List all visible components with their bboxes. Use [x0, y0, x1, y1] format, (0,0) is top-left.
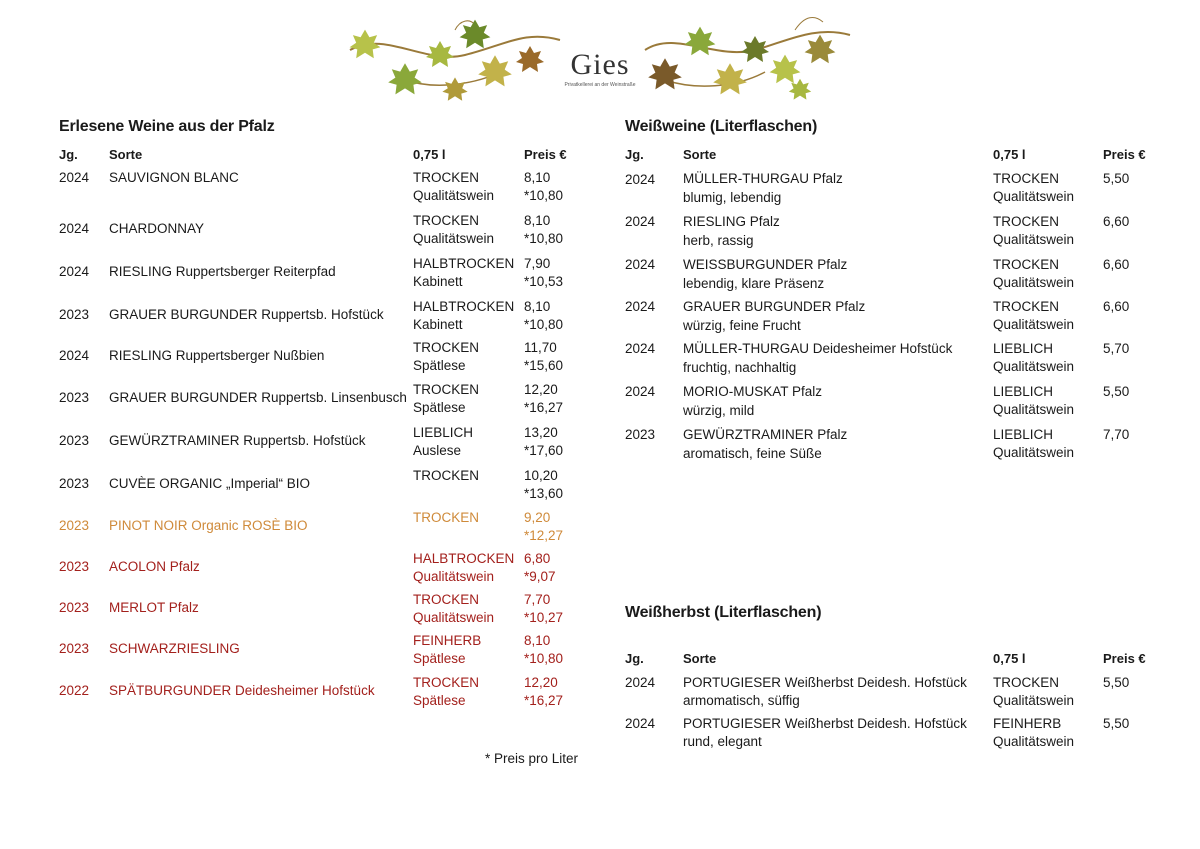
wine-taste: LIEBLICH — [993, 341, 1054, 356]
wine-taste: TROCKEN — [993, 214, 1060, 229]
wine-variety: MÜLLER-THURGAU Pfalz — [683, 171, 843, 186]
wine-taste: LIEBLICH — [993, 427, 1054, 442]
wine-year: 2024 — [625, 299, 656, 314]
wine-taste: TROCKEN — [413, 510, 480, 525]
wine-price: 13,20 — [524, 425, 558, 440]
wine-price: 12,20 — [524, 675, 558, 690]
wine-variety: CHARDONNAY — [109, 221, 205, 236]
wine-description: armomatisch, süffig — [683, 693, 800, 708]
brand-logo — [563, 40, 637, 100]
column-header-year: Jg. — [625, 147, 644, 162]
wine-variety: SPÄTBURGUNDER Deidesheimer Hofstück — [109, 683, 375, 698]
wine-quality: Qualitätswein — [993, 693, 1075, 708]
wine-taste: TROCKEN — [993, 171, 1060, 186]
wine-variety: SAUVIGNON BLANC — [109, 170, 239, 185]
wine-price-per-liter: *9,07 — [524, 569, 556, 584]
wine-year: 2024 — [625, 214, 656, 229]
wine-quality: Qualitätswein — [413, 569, 495, 584]
wine-price: 7,70 — [1103, 427, 1130, 442]
wine-taste: FEINHERB — [413, 633, 482, 648]
wine-year: 2024 — [625, 341, 656, 356]
wine-quality: Qualitätswein — [993, 445, 1075, 460]
wine-variety: CUVÈE ORGANIC „Imperial“ BIO — [109, 476, 311, 491]
wine-year: 2023 — [59, 476, 90, 491]
wine-year: 2023 — [59, 600, 90, 615]
wine-variety: RIESLING Pfalz — [683, 214, 780, 229]
wine-year: 2023 — [59, 641, 90, 656]
wine-year: 2023 — [59, 559, 90, 574]
wine-variety: GRAUER BURGUNDER Ruppertsb. Linsenbusch — [109, 390, 407, 405]
column-header-variety: Sorte — [683, 651, 717, 666]
wine-year: 2024 — [625, 257, 656, 272]
wine-description: aromatisch, feine Süße — [683, 446, 822, 461]
wine-taste: TROCKEN — [413, 340, 480, 355]
wine-price: 6,60 — [1103, 257, 1130, 272]
footnote-price-per-liter: * Preis pro Liter — [485, 751, 579, 766]
header-vine-decoration — [345, 10, 855, 105]
wine-price-per-liter: *12,27 — [524, 528, 564, 543]
wine-price-per-liter: *10,27 — [524, 610, 564, 625]
wine-variety: GRAUER BURGUNDER Pfalz — [683, 299, 866, 314]
wine-quality: Spätlese — [413, 693, 466, 708]
wine-price-per-liter: *13,60 — [524, 486, 564, 501]
wine-description: fruchtig, nachhaltig — [683, 360, 797, 375]
wine-variety: PINOT NOIR Organic ROSÈ BIO — [109, 518, 308, 533]
wine-price: 5,50 — [1103, 384, 1130, 399]
section-title: Erlesene Weine aus der Pfalz — [59, 118, 275, 135]
wine-taste: TROCKEN — [993, 675, 1060, 690]
wine-quality: Qualitätswein — [413, 231, 495, 246]
wine-variety: WEISSBURGUNDER Pfalz — [683, 257, 848, 272]
wine-price: 6,60 — [1103, 299, 1130, 314]
wine-price: 5,70 — [1103, 341, 1130, 356]
wine-price-per-liter: *16,27 — [524, 693, 564, 708]
wine-taste: TROCKEN — [413, 213, 480, 228]
wine-variety: RIESLING Ruppertsberger Reiterpfad — [109, 264, 336, 279]
wine-variety: GRAUER BURGUNDER Ruppertsb. Hofstück — [109, 307, 384, 322]
wine-year: 2023 — [59, 307, 90, 322]
wine-price-per-liter: *17,60 — [524, 443, 564, 458]
wine-price-per-liter: *15,60 — [524, 358, 564, 373]
wine-year: 2024 — [625, 675, 656, 690]
wine-quality: Qualitätswein — [413, 610, 495, 625]
wine-variety: RIESLING Ruppertsberger Nußbien — [109, 348, 325, 363]
wine-price: 5,50 — [1103, 675, 1130, 690]
wine-price: 11,70 — [524, 340, 557, 355]
wine-price: 8,10 — [524, 633, 551, 648]
wine-price: 8,10 — [524, 299, 551, 314]
wine-quality: Spätlese — [413, 400, 466, 415]
column-header-price: Preis € — [1103, 651, 1146, 666]
wine-year: 2023 — [59, 433, 90, 448]
column-header-year: Jg. — [59, 147, 78, 162]
column-header-variety: Sorte — [683, 147, 717, 162]
wine-quality: Qualitätswein — [993, 317, 1075, 332]
wine-taste: LIEBLICH — [993, 384, 1054, 399]
wine-price-per-liter: *10,80 — [524, 651, 564, 666]
wine-price: 12,20 — [524, 382, 558, 397]
wine-taste: TROCKEN — [413, 468, 480, 483]
wine-year: 2024 — [59, 348, 90, 363]
wine-price-per-liter: *10,80 — [524, 317, 564, 332]
wine-variety: PORTUGIESER Weißherbst Deidesh. Hofstück — [683, 675, 967, 690]
column-header-size: 0,75 l — [993, 147, 1026, 162]
column-header-size: 0,75 l — [413, 147, 446, 162]
wine-taste: TROCKEN — [413, 675, 480, 690]
wine-quality: Auslese — [413, 443, 462, 458]
wine-quality: Qualitätswein — [993, 232, 1075, 247]
wine-year: 2023 — [625, 427, 656, 442]
wine-price: 10,20 — [524, 468, 558, 483]
wine-price: 5,50 — [1103, 716, 1130, 731]
wine-quality: Qualitätswein — [993, 402, 1075, 417]
wine-taste: FEINHERB — [993, 716, 1062, 731]
logo-tagline: Privatkellerei an der Weinstraße — [564, 82, 636, 88]
wine-price: 8,10 — [524, 213, 551, 228]
wine-variety: SCHWARZRIESLING — [109, 641, 240, 656]
wine-description: herb, rassig — [683, 233, 754, 248]
section-title: Weißherbst (Literflaschen) — [625, 604, 822, 621]
wine-price: 5,50 — [1103, 171, 1130, 186]
wine-price-per-liter: *16,27 — [524, 400, 564, 415]
wine-price: 6,80 — [524, 551, 551, 566]
wine-price: 7,70 — [524, 592, 551, 607]
wine-quality: Qualitätswein — [993, 275, 1075, 290]
wine-taste: TROCKEN — [413, 592, 480, 607]
column-header-size: 0,75 l — [993, 651, 1026, 666]
wine-year: 2024 — [59, 221, 90, 236]
wine-quality: Spätlese — [413, 358, 466, 373]
wine-description: lebendig, klare Präsenz — [683, 276, 825, 291]
wine-variety: GEWÜRZTRAMINER Ruppertsb. Hofstück — [109, 433, 366, 448]
wine-price: 7,90 — [524, 256, 551, 271]
wine-taste: TROCKEN — [993, 257, 1060, 272]
wine-quality: Kabinett — [413, 317, 463, 332]
wine-taste: TROCKEN — [413, 170, 480, 185]
wine-price: 9,20 — [524, 510, 551, 525]
wine-description: würzig, feine Frucht — [683, 318, 801, 333]
wine-variety: MORIO-MUSKAT Pfalz — [683, 384, 823, 399]
wine-quality: Kabinett — [413, 274, 463, 289]
column-header-price: Preis € — [524, 147, 567, 162]
wine-taste: HALBTROCKEN — [413, 551, 515, 566]
wine-description: würzig, mild — [683, 403, 755, 418]
wine-taste: TROCKEN — [413, 382, 480, 397]
wine-variety: ACOLON Pfalz — [109, 559, 200, 574]
section-title: Weißweine (Literflaschen) — [625, 118, 818, 135]
wine-variety: MÜLLER-THURGAU Deidesheimer Hofstück — [683, 341, 953, 356]
wine-taste: TROCKEN — [993, 299, 1060, 314]
wine-taste: LIEBLICH — [413, 425, 474, 440]
wine-year: 2024 — [625, 384, 656, 399]
wine-quality: Qualitätswein — [993, 734, 1075, 749]
wine-year: 2022 — [59, 683, 90, 698]
wine-price-per-liter: *10,53 — [524, 274, 564, 289]
wine-price-per-liter: *10,80 — [524, 231, 564, 246]
wine-price-per-liter: *10,80 — [524, 188, 564, 203]
wine-variety: PORTUGIESER Weißherbst Deidesh. Hofstück — [683, 716, 967, 731]
wine-quality: Qualitätswein — [993, 359, 1075, 374]
wine-price: 6,60 — [1103, 214, 1130, 229]
column-header-price: Preis € — [1103, 147, 1146, 162]
wine-quality: Qualitätswein — [413, 188, 495, 203]
wine-year: 2023 — [59, 518, 90, 533]
wine-year: 2023 — [59, 390, 90, 405]
wine-taste: HALBTROCKEN — [413, 299, 515, 314]
wine-quality: Qualitätswein — [993, 189, 1075, 204]
wine-description: rund, elegant — [683, 734, 762, 749]
wine-year: 2024 — [625, 172, 656, 187]
wine-quality: Spätlese — [413, 651, 466, 666]
wine-variety: MERLOT Pfalz — [109, 600, 199, 615]
logo-wordmark: Gies — [570, 48, 630, 81]
wine-price: 8,10 — [524, 170, 551, 185]
wine-year: 2024 — [59, 264, 90, 279]
wine-variety: GEWÜRZTRAMINER Pfalz — [683, 427, 848, 442]
wine-description: blumig, lebendig — [683, 190, 782, 205]
column-header-year: Jg. — [625, 651, 644, 666]
wine-taste: HALBTROCKEN — [413, 256, 515, 271]
column-header-variety: Sorte — [109, 147, 143, 162]
wine-year: 2024 — [59, 170, 90, 185]
wine-year: 2024 — [625, 716, 656, 731]
